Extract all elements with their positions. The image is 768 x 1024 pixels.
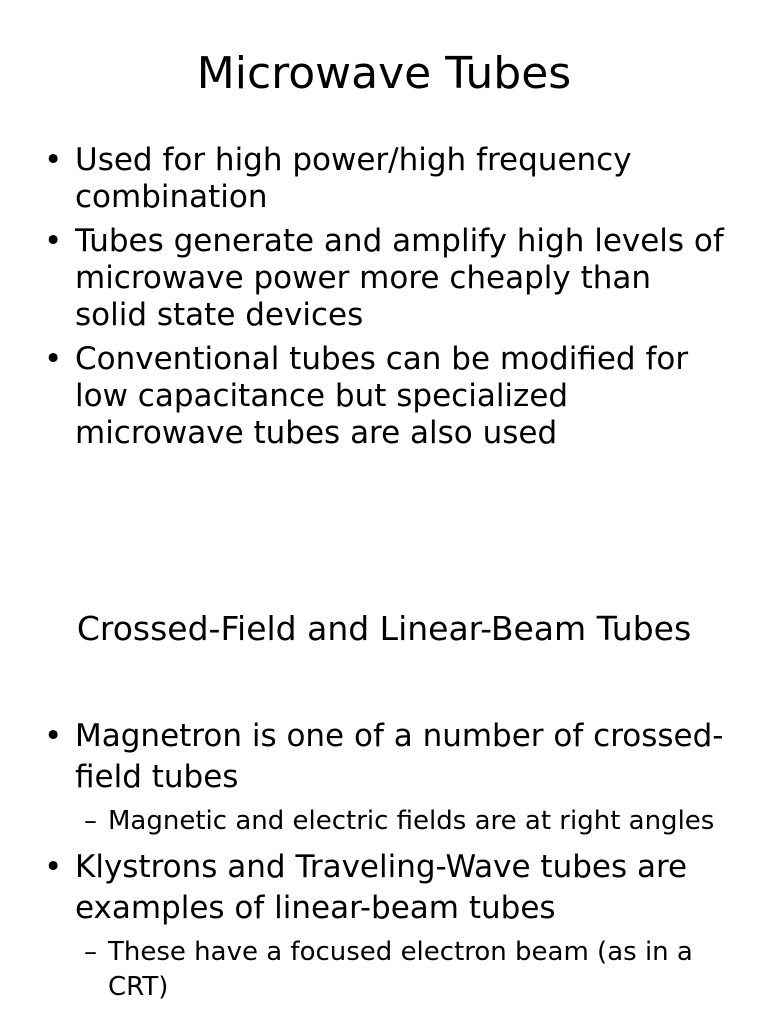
bullet-icon: • xyxy=(44,849,63,885)
bullet-item xyxy=(0,341,768,452)
bullet-list xyxy=(0,142,768,459)
bullet-item xyxy=(0,847,768,929)
bullet-item xyxy=(0,142,768,216)
slide-crossed-field-linear-beam xyxy=(0,560,768,1024)
bullet-list xyxy=(0,716,768,1013)
slide-microwave-tubes xyxy=(0,0,768,500)
bullet-item xyxy=(0,223,768,334)
bullet-icon: • xyxy=(44,223,63,259)
bullet-icon: • xyxy=(44,718,63,754)
slide-title: Microwave Tubes xyxy=(196,48,572,99)
bullet-text: Tubes generate and amplify high levels of microwave power more cheaply than solid state devices xyxy=(75,223,724,333)
bullet-text: Magnetron is one of a number of crossed-field tubes xyxy=(75,718,724,795)
bullet-icon: • xyxy=(44,142,63,178)
bullet-text: Conventional tubes can be modified for low capacitance but specialized microwave tubes are also used xyxy=(75,341,689,451)
dash-icon: – xyxy=(84,937,97,967)
bullet-text: Used for high power/high frequency combination xyxy=(75,142,632,215)
bullet-text: Klystrons and Traveling-Wave tubes are examples of linear-beam tubes xyxy=(75,849,688,926)
bullet-icon: • xyxy=(44,341,63,377)
sub-bullet-text: These have a focused electron beam (as in a CRT) xyxy=(108,937,693,1002)
sub-bullet-item xyxy=(0,804,768,839)
sub-bullet-text: Magnetic and electric fields are at right angles xyxy=(108,806,715,836)
bullet-item xyxy=(0,716,768,798)
dash-icon: – xyxy=(84,806,97,836)
slide-title: Crossed-Field and Linear-Beam Tubes xyxy=(76,609,692,648)
sub-bullet-item xyxy=(0,935,768,1005)
